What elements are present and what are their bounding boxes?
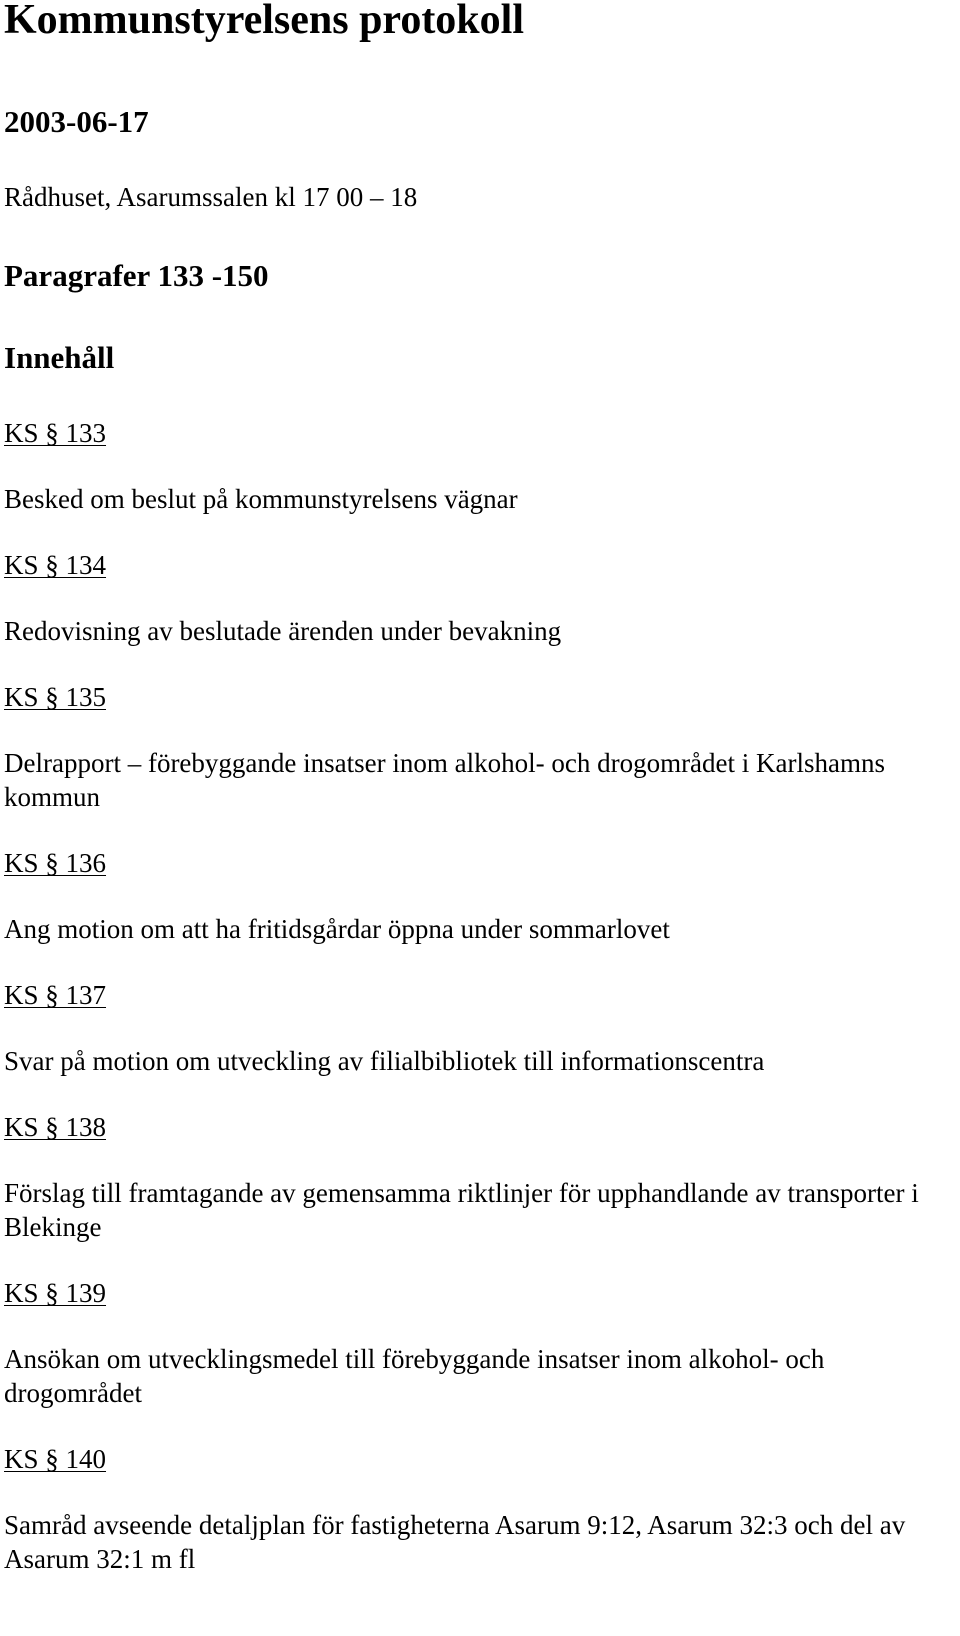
meeting-date: 2003-06-17	[4, 104, 149, 139]
ks-135-link[interactable]: KS § 135	[4, 682, 107, 712]
meeting-location: Rådhuset, Asarumssalen kl 17 00 – 18	[4, 182, 418, 212]
ks-136-description: Ang motion om att ha fritidsgårdar öppna under sommarlovet	[4, 914, 670, 944]
document-title: Kommunstyrelsens protokoll	[4, 0, 524, 43]
ks-138-description: Förslag till framtagande av gemensamma riktlinjer för upphandlande av transporter i Blekinge	[4, 1178, 919, 1242]
paragraph-range: Paragrafer 133 -150	[4, 258, 269, 293]
ks-136-link[interactable]: KS § 136	[4, 848, 107, 878]
ks-139-description: Ansökan om utvecklingsmedel till förebyggande insatser inom alkohol- och drogområdet	[4, 1344, 825, 1408]
ks-139-link[interactable]: KS § 139	[4, 1278, 107, 1308]
ks-140-description: Samråd avseende detaljplan för fastigheterna Asarum 9:12, Asarum 32:3 och del av Asarum 32:1 m fl	[4, 1510, 906, 1574]
ks-134-link[interactable]: KS § 134	[4, 550, 107, 580]
ks-134-description: Redovisning av beslutade ärenden under bevakning	[4, 616, 562, 646]
ks-133-description: Besked om beslut på kommunstyrelsens vägnar	[4, 484, 518, 514]
ks-138-link[interactable]: KS § 138	[4, 1112, 107, 1142]
ks-137-link[interactable]: KS § 137	[4, 980, 107, 1010]
ks-135-description: Delrapport – förebyggande insatser inom alkohol- och drogområdet i Karlshamns kommun	[4, 748, 886, 812]
ks-140-link[interactable]: KS § 140	[4, 1444, 107, 1474]
ks-137-description: Svar på motion om utveckling av filialbibliotek till informationscentra	[4, 1046, 765, 1076]
ks-133-link[interactable]: KS § 133	[4, 418, 107, 448]
contents-heading: Innehåll	[4, 340, 115, 375]
